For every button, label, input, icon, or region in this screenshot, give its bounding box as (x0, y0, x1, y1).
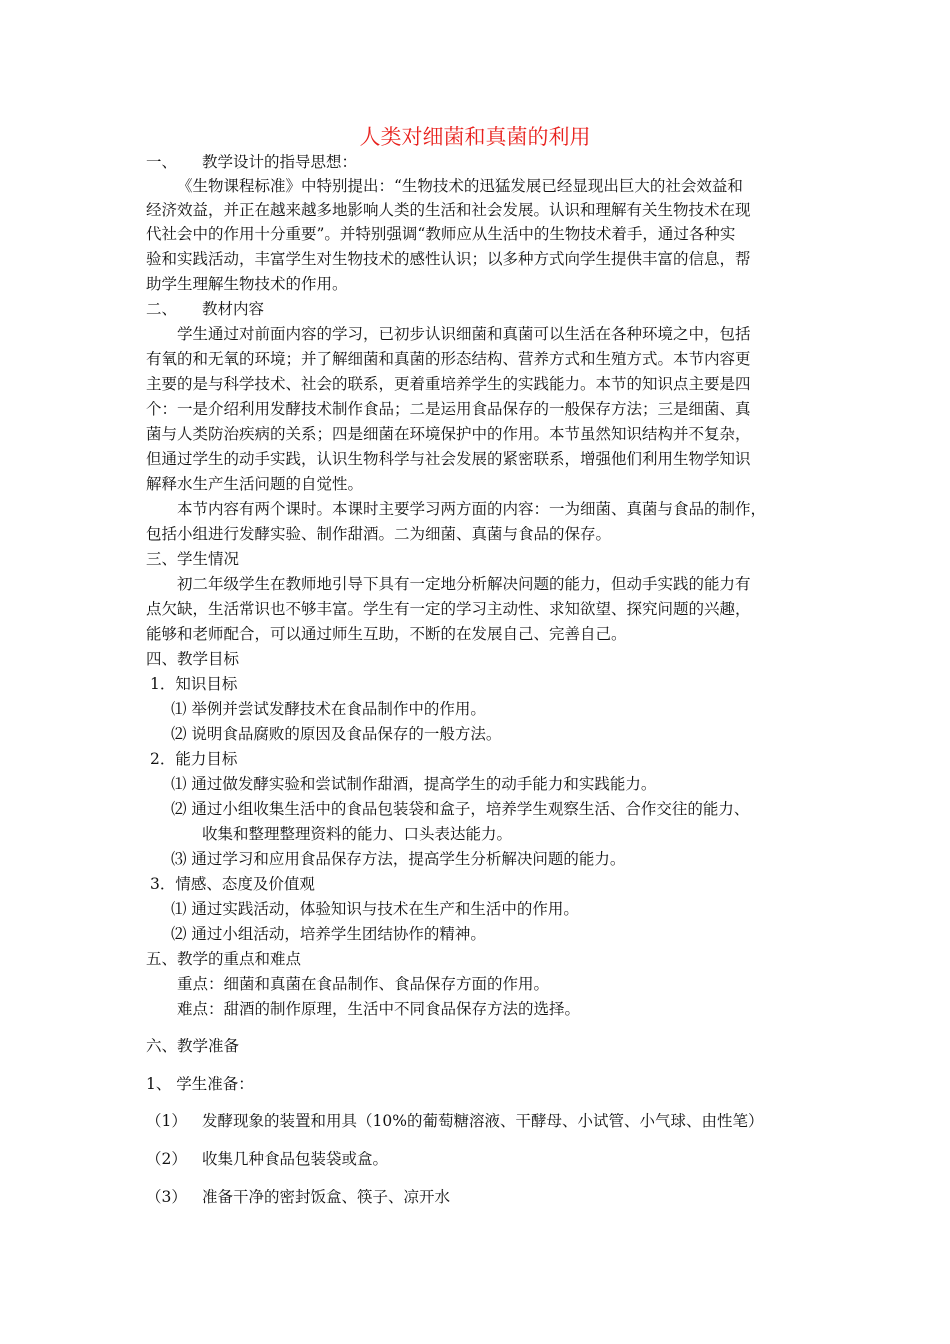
paragraph-line: 能够和老师配合，可以通过师生互助，不断的在发展自己、完善自己。 (146, 625, 627, 643)
section-1-heading (146, 150, 357, 174)
paragraph-line: 菌与人类防治疾病的关系；四是细菌在环境保护中的作用。本节虽然知识结构并不复杂， (146, 425, 751, 443)
section-2-heading (146, 297, 264, 321)
paragraph-line: 验和实践活动，丰富学生对生物技术的感性认识；以多种方式向学生提供丰富的信息，帮 (146, 250, 751, 268)
prep-item-text: 收集几种食品包装袋或盒。 (202, 1150, 389, 1168)
paragraph-line: 包括小组进行发酵实验、制作甜酒。二为细菌、真菌与食品的保存。 (146, 525, 612, 543)
section-2-title: 教材内容 (202, 300, 265, 318)
paragraph-line: 初二年级学生在教师地引导下具有一定地分析解决问题的能力，但动手实践的能力有 (177, 575, 751, 593)
paragraph-line: 点欠缺，生活常识也不够丰富。学生有一定的学习主动性、求知欲望、探究问题的兴趣， (146, 600, 751, 618)
goal-item: ⑵ 通过小组活动，培养学生团结协作的精神。 (171, 925, 486, 943)
section-3-heading: 三、学生情况 (146, 550, 240, 568)
goal-item-continued: 收集和整理整理资料的能力、口头表达能力。 (202, 825, 513, 843)
prep-item-text: 准备干净的密封饭盒、筷子、凉开水 (202, 1188, 451, 1206)
prep-item-number: （3） (146, 1188, 187, 1206)
paragraph-line: 《生物课程标准》中特别提出：“生物技术的迅猛发展已经显现出巨大的社会效益和 (177, 177, 743, 195)
section-1-number: 一、 (146, 153, 178, 171)
goal-3-label: 3．情感、态度及价值观 (150, 875, 315, 893)
goal-item: ⑵ 通过小组收集生活中的食品包装袋和盒子，培养学生观察生活、合作交往的能力、 (171, 800, 750, 818)
prep-item (146, 1147, 388, 1171)
goal-item: ⑶ 通过学习和应用食品保存方法，提高学生分析解决问题的能力。 (171, 850, 626, 868)
section-5-heading: 五、教学的重点和难点 (146, 950, 302, 968)
paragraph-line: 本节内容有两个课时。本课时主要学习两方面的内容：一为细菌、真菌与食品的制作， (177, 500, 767, 518)
paragraph-line: 但通过学生的动手实践，认识生物科学与社会发展的紧密联系，增强他们利用生物学知识 (146, 450, 751, 468)
goal-item: ⑴ 通过实践活动，体验知识与技术在生产和生活中的作用。 (171, 900, 579, 918)
goal-item: ⑴ 举例并尝试发酵技术在食品制作中的作用。 (171, 700, 486, 718)
goal-2-label: 2．能力目标 (150, 750, 238, 768)
student-prep-heading: 1、 学生准备： (146, 1075, 254, 1093)
page-title: 人类对细菌和真菌的利用 (359, 125, 591, 149)
goal-item: ⑴ 通过做发酵实验和尝试制作甜酒，提高学生的动手能力和实践能力。 (171, 775, 657, 793)
prep-item-number: （2） (146, 1150, 187, 1168)
prep-item (146, 1185, 450, 1209)
prep-item (146, 1109, 763, 1133)
section-4-heading: 四、教学目标 (146, 650, 240, 668)
goal-item: ⑵ 说明食品腐败的原因及食品保存的一般方法。 (171, 725, 502, 743)
section-6-heading: 六、教学准备 (146, 1037, 240, 1055)
paragraph-line: 有氧的和无氧的环境；并了解细菌和真菌的形态结构、营养方式和生殖方式。本节内容更 (146, 350, 751, 368)
key-point: 重点：细菌和真菌在食品制作、食品保存方面的作用。 (177, 975, 550, 993)
prep-item-text: 发酵现象的装置和用具（10%的葡萄糖溶液、干酵母、小试管、小气球、由性笔） (202, 1112, 764, 1130)
paragraph-line: 主要的是与科学技术、社会的联系，更着重培养学生的实践能力。本节的知识点主要是四 (146, 375, 751, 393)
paragraph-line: 助学生理解生物技术的作用。 (146, 275, 348, 293)
paragraph-line: 解释水生产生活问题的自觉性。 (146, 475, 364, 493)
paragraph-line: 个：一是介绍利用发酵技术制作食品；二是运用食品保存的一般保存方法；三是细菌、真 (146, 400, 751, 418)
goal-1-label: 1．知识目标 (150, 675, 238, 693)
paragraph-line: 经济效益，并正在越来越多地影响人类的生活和社会发展。认识和理解有关生物技术在现 (146, 201, 751, 219)
paragraph-line: 学生通过对前面内容的学习，已初步认识细菌和真菌可以生活在各种环境之中，包括 (177, 325, 751, 343)
section-2-number: 二、 (146, 300, 178, 318)
section-1-title: 教学设计的指导思想： (202, 153, 358, 171)
difficult-point: 难点：甜酒的制作原理，生活中不同食品保存方法的选择。 (177, 1000, 581, 1018)
paragraph-line: 代社会中的作用十分重要”。并特别强调“教师应从生活中的生物技术着手，通过各种实 (146, 225, 736, 243)
prep-item-number: （1） (146, 1112, 187, 1130)
